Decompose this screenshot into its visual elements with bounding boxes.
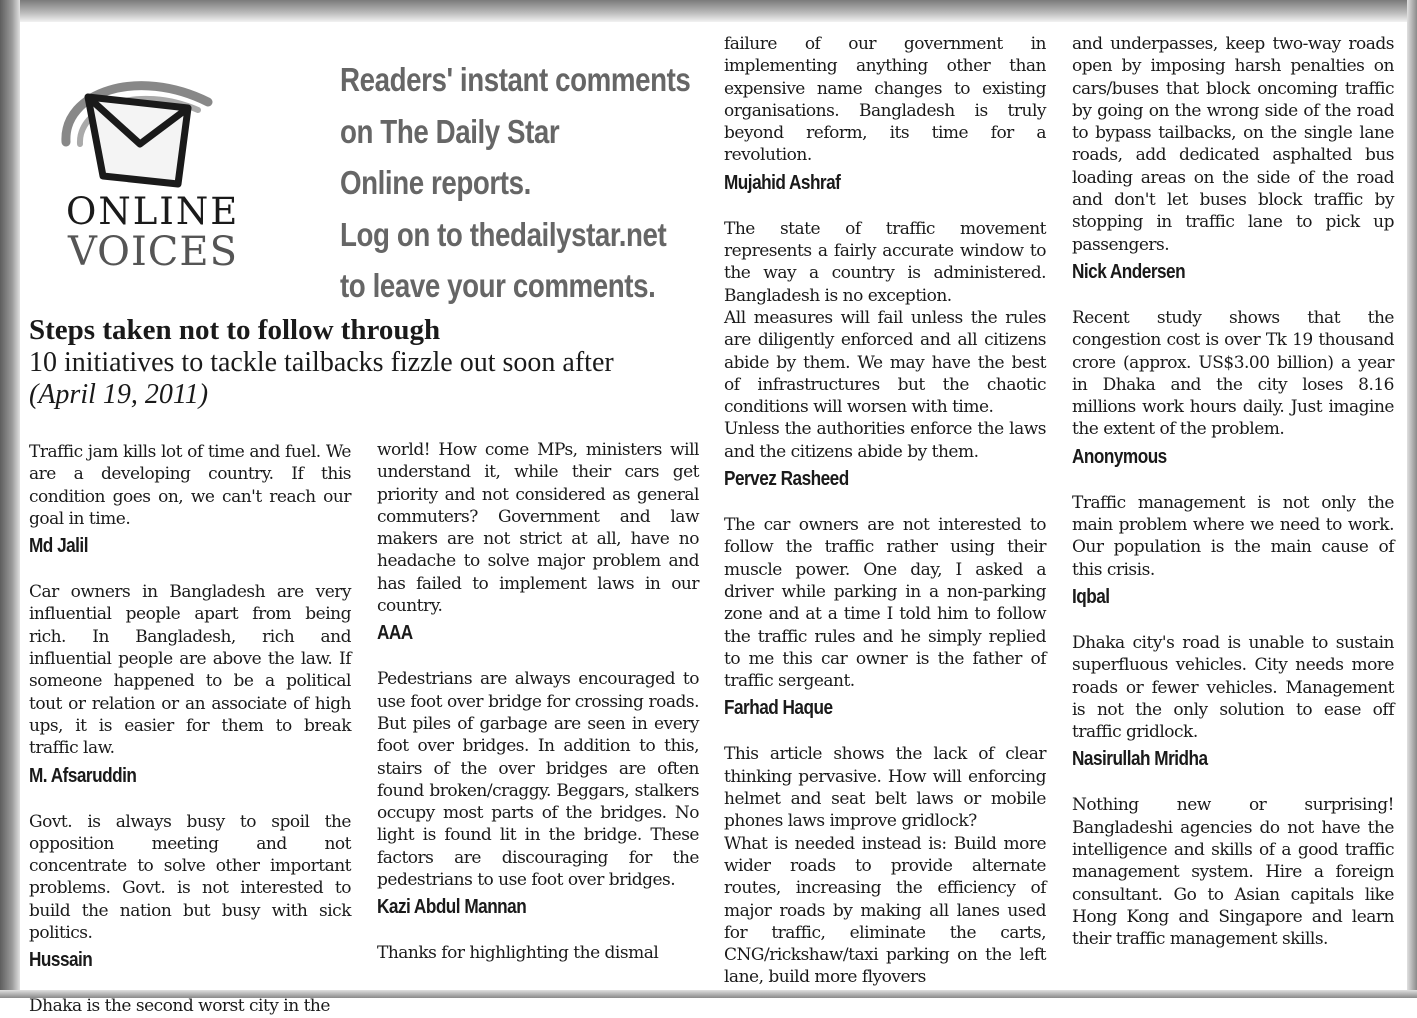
promo-line: Readers' instant comments xyxy=(340,61,691,98)
comment-text: failure of our government in implementing anything other than expensive name changes to existing organisations. Bangladesh is truly beyond reform, its time for a revolution. xyxy=(724,34,1046,166)
comment-text: Traffic management is not only the main problem where we need to work. Our population is the main cause of this crisis. xyxy=(1072,492,1394,580)
comment-author: Kazi Abdul Mannan xyxy=(377,896,527,919)
column-2 xyxy=(377,439,699,965)
comment-text: What is needed instead is: Build more wider roads to provide alternate routes, increasing the efficiency of major roads by making all lanes used for traffic, eliminate the carts, CNG/rickshaw/taxi parking on the left lane, build more flyovers xyxy=(724,833,1046,988)
comment-text: world! How come MPs, ministers will understand it, while their cars get priority and not considered as general commuters? Government and law makers are not strict at all, have no headache to solve major problem and has failed to implement laws in our country. xyxy=(377,440,699,617)
article-headline xyxy=(29,313,709,411)
envelope-icon xyxy=(58,72,238,202)
comment-author: AAA xyxy=(377,622,413,645)
promo-line: on The Daily Star xyxy=(340,112,560,150)
comment-text: Unless the authorities enforce the laws and the citizens abide by them. xyxy=(724,419,1046,462)
comment-text: and underpasses, keep two-way roads open by imposing harsh penalties on cars/buses that block oncoming traffic by going on the wrong side of the road to bypass tailbacks, on the single lane roads, add dedicated asphalted bus loading areas on the side of the road and don't let buses block traffic by stopping in traffic lane to pick up passengers. xyxy=(1072,34,1394,255)
comment-author: Farhad Haque xyxy=(724,697,833,720)
column-3 xyxy=(724,33,1046,989)
comment-author: Iqbal xyxy=(1072,585,1110,608)
promo-line: Log on to thedailystar.net xyxy=(340,215,667,253)
comment-author: Hussain xyxy=(29,949,93,972)
comment-text: The car owners are not interested to follow the traffic rather using their muscle power. One day, I asked a driver while parking in a non-parking zone and at a time I told him to follow the traffic rules and he simply replied to me this car owner is the father of traffic sergeant. xyxy=(724,515,1046,692)
comment-author: Md Jalil xyxy=(29,535,88,558)
comment-author: Pervez Rasheed xyxy=(724,468,849,491)
comment-text: Thanks for highlighting the dismal xyxy=(377,943,659,964)
comment-text: Govt. is always busy to spoil the opposition meeting and not concentrate to solve other important problems. Govt. is not interested to build the nation but busy with sick politics. xyxy=(29,811,351,944)
headline-date: (April 19, 2011) xyxy=(29,379,209,410)
comment-text: Car owners in Bangladesh are very influential people apart from being rich. In Bangladesh, rich and influential people are above the law. If someone happened to be a political tout or relation or an associate of high ups, it is easier for them to break traffic law. xyxy=(29,582,351,759)
comment-author: Nick Andersen xyxy=(1072,260,1186,283)
comment-text: This article shows the lack of clear thinking pervasive. How will enforcing helmet and seat belt laws or mobile phones laws improve gridlock? xyxy=(724,744,1046,832)
comment-text: All measures will fail unless the rules are diligently enforced and all citizens abide by them. We may have the best of infrastructures but the chaotic conditions will worsen with time. xyxy=(724,307,1046,418)
comment-text: Pedestrians are always encouraged to use foot over bridge for crossing roads. But piles of garbage are seen in every foot over bridges. In addition to this, stairs of the over bridges are often found broken/craggy. Beggars, stalkers occupy most parts of the bridges. No light is found lit in the bridge. These factors are discouraging for the pedestrians to use foot over bridges. xyxy=(377,669,699,891)
comment-text: Dhaka city's road is unable to sustain superfluous vehicles. City needs more roads or fewer vehicles. Management is not the only solution to ease off traffic gridlock. xyxy=(1072,632,1394,743)
logo-voices-text: VOICES xyxy=(68,229,238,275)
comment-text: Traffic jam kills lot of time and fuel. We are a developing country. If this condition goes on, we can't reach our goal in time. xyxy=(29,442,351,529)
comment-author: M. Afsaruddin xyxy=(29,764,137,787)
headline-title: Steps taken not to follow through xyxy=(29,314,441,346)
online-voices-logo xyxy=(58,72,240,275)
page-edge-left xyxy=(0,0,20,998)
column-4 xyxy=(1072,33,1394,951)
comment-text: Nothing new or surprising! Bangladeshi agencies do not have the intelligence and skills of a good traffic management system. Hire a foreign consultant. Go to Asian capitals like Hong Kong and Singapore and learn their traffic management skills. xyxy=(1072,795,1394,950)
comment-text: Recent study shows that the congestion cost is over Tk 19 thousand crore (approx. US$3.00 billion) a year in Dhaka and the city loses 8.16 millions work hours daily. Just imagine the extent of the problem. xyxy=(1072,307,1394,440)
page-edge-right xyxy=(1407,0,1417,998)
promo-line: to leave your comments. xyxy=(340,267,656,304)
page-edge-top xyxy=(0,0,1417,22)
promo-line: Online reports. xyxy=(340,164,531,201)
comment-author: Nasirullah Mridha xyxy=(1072,748,1208,771)
logo-online-text: ONLINE xyxy=(66,190,240,233)
column-1 xyxy=(29,441,351,1018)
comment-author: Anonymous xyxy=(1072,445,1167,468)
comment-author: Mujahid Ashraf xyxy=(724,171,841,194)
comment-text: Dhaka is the second worst city in the xyxy=(29,996,330,1017)
comment-text: The state of traffic movement represents a fairly accurate window to the way a country is administered. Bangladesh is no exception. xyxy=(724,218,1046,306)
promo-text xyxy=(340,54,691,312)
headline-subtitle: 10 initiatives to tackle tailbacks fizzle out soon after xyxy=(29,347,614,378)
